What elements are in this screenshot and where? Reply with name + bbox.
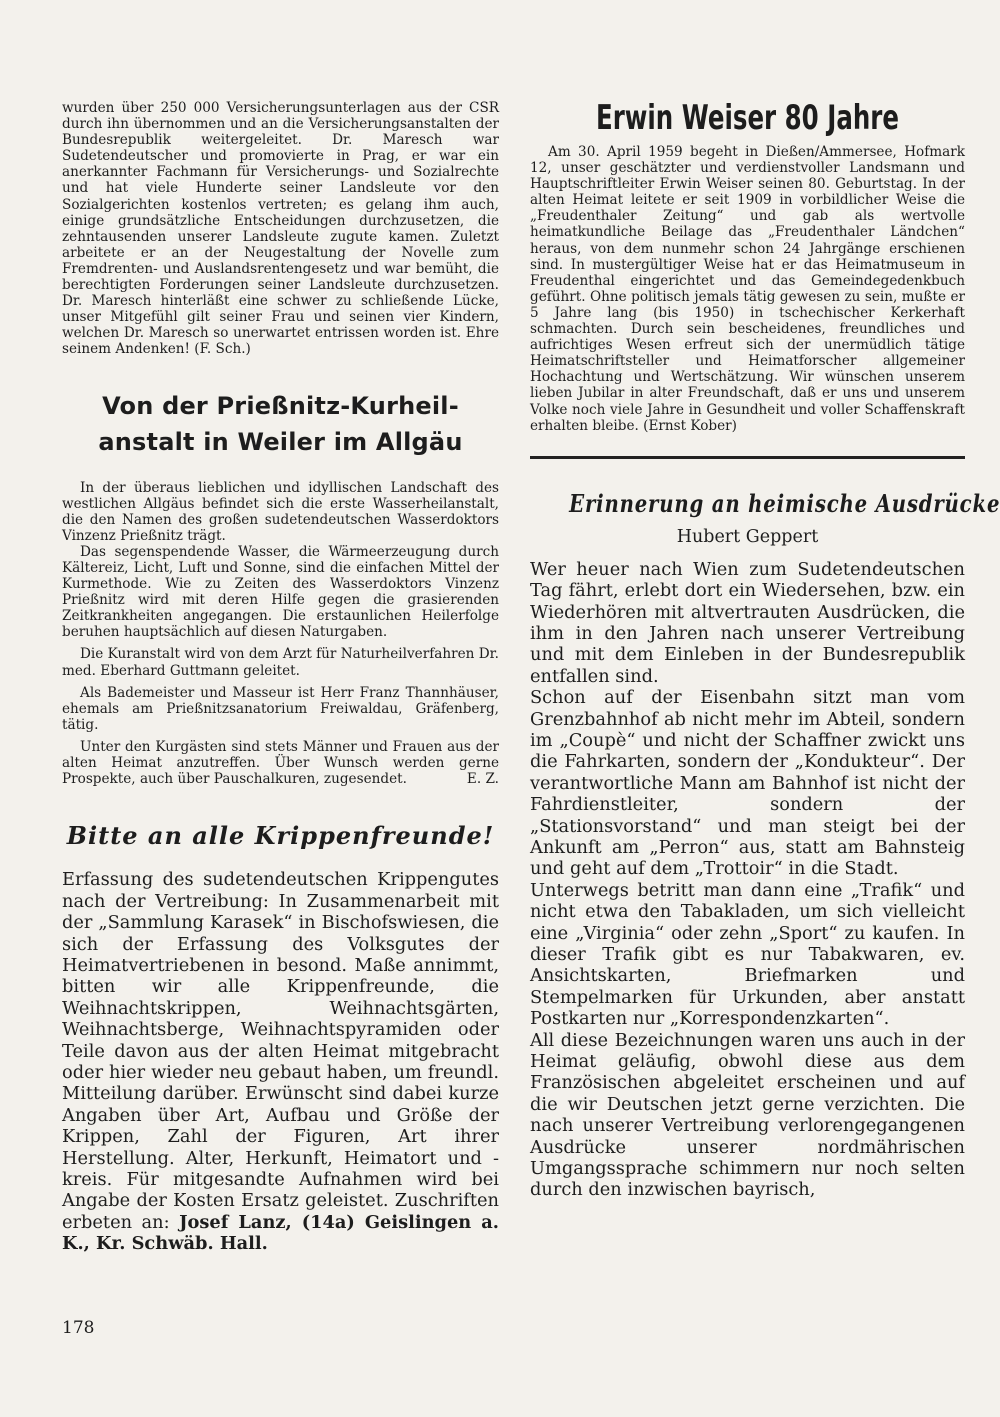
krippen-title: Bitte an alle Krippenfreunde!	[66, 821, 495, 851]
priessnitz-title-line1: Von der Prießnitz-Kurheil-	[102, 391, 459, 420]
priessnitz-paragraph: Unter den Kurgästen sind stets Männer und Frauen aus der alten Heimat anzutreffen. Über Wunsch werden gerne Prospekte, auch über Pauschalkuren, zugesendet.	[62, 738, 499, 788]
weiser-article	[530, 96, 965, 434]
weiser-title: Erwin Weiser 80 Jahre	[596, 98, 899, 138]
priessnitz-paragraph: In der überaus lieblichen und idyllischen Landschaft des westlichen Allgäus befindet sich die erste Wasserheilanstalt, die den Namen des großen sudetendeutschen Wasserdoktors Vinzenz Prießnitz trägt.	[62, 479, 499, 544]
maresch-obituary-text: wurden über 250 000 Versicherungsunterlagen aus der CSR durch ihn übernommen und an die Versicherungsanstalten der Bundesrepublik weitergeleitet. Dr. Maresch war Sudetendeutscher und promovierte in Prag, er war ein anerkannter Fachmann für Versicherungs- und Sozialrechte und hat viele Hunderte seiner Landsleute vor den Sozialgerichten kostenlos vertreten; es gelang ihm auch, einige grundsätzliche Entscheidungen durchzusetzen, die zehntausenden unserer Landsleute zugute kamen. Zuletzt arbeitete er an der Neugestaltung der Novelle zum Fremdrenten- und Auslandsrentengesetz und war bemüht, die berechtigten Forderungen seiner Landsleute durchzusetzen. Dr. Maresch hinterläßt eine schwer zu schließende Lücke, unser Mitgefühl gilt seiner Frau und seinen vier Kindern, welchen Dr. Maresch so unerwartet entrissen worden ist. Ehre seinem Andenken! (F. Sch.)	[62, 100, 499, 358]
krippen-body-text: Erfassung des sudetendeutschen Krippengutes nach der Vertreibung: In Zusammenarbeit mit der „Sammlung Karasek“ in Bischofswiesen, die sich der Erfassung des Volksgutes der Heimatvertriebenen in besond. Maße annimmt, bitten wir alle Krippenfreunde, die Weihnachtskrippen, Weihnachtsgärten, Weihnachtsberge, Weihnachtspyramiden oder Teile davon aus der alten Heimat mitgebracht oder hier wieder neu gebaut haben, um freundl. Mitteilung darüber. Erwünscht sind dabei kurze Angaben über Art, Aufbau und Größe der Krippen, Zahl der Figuren, Art ihrer Herstellung. Alter, Herkunft, Heimatort und -kreis. Für mitgesandte Aufnahmen wird bei Angabe der Kosten Ersatz geleistet. Zuschriften erbeten an:	[62, 869, 499, 1233]
ausdruecke-article	[530, 488, 1000, 1201]
left-column	[62, 100, 499, 1255]
page-number: 178	[62, 1318, 95, 1338]
ausdruecke-title: Erinnerung an heimische Ausdrücke	[569, 488, 1000, 518]
ausdruecke-author: Hubert Geppert	[676, 526, 819, 547]
weiser-body: Am 30. April 1959 begeht in Dießen/Ammersee, Hofmark 12, unser geschätzter und verdienstvoller Landsmann und Hauptschriftleiter Erwin Weiser seinen 80. Geburtstag. In der alten Heimat leitete er seit 1909 in vorbildlicher Weise die „Freudenthaler Zeitung“ und gab als wertvolle heimatkundliche Beilage das „Freudenthaler Ländchen“ heraus, von dem nunmehr schon 24 Jahrgänge erschienen sind. In mustergültiger Weise hat er das Heimatmuseum in Freudenthal eingerichtet und das Gemeindegedenkbuch geführt. Ohne politisch jemals tätig gewesen zu sein, mußte er 5 Jahre lang (bis 1950) in tschechischer Kerkerhaft schmachten. Durch sein bescheidenes, freundliches und aufrichtiges Wesen erfreut sich der unermüdlich tätige Heimatschriftsteller und Heimatforscher allgemeiner Hochachtung und Wertschätzung. Wir wünschen unserem lieben Jubilar in alter Freundschaft, daß er uns und unserem Volke noch viele Jahre in Gesundheit und voller Schaffenskraft erhalten bleibe. (Ernst Kober)	[530, 144, 965, 434]
ausdruecke-paragraph: All diese Bezeichnungen waren uns auch in der Heimat geläufig, obwohl diese aus dem Französischen abgeleitet erscheinen und auf die wir Deutschen jetzt gerne verzichten. Die nach unserer Vertreibung verlorengegangenen Ausdrücke unserer nordmährischen Umgangssprache schimmern nur noch selten durch den inzwischen bayrisch,	[530, 1029, 965, 1201]
ausdruecke-paragraph: Wer heuer nach Wien zum Sudetendeutschen Tag fährt, erlebt dort ein Wiedersehen, bzw. ein Wiederhören mit altvertrauten Ausdrücken, die ihm in den Jahren nach unserer Vertreibung und mit dem Einleben in der Bundesrepublik entfallen sind.	[530, 558, 965, 687]
priessnitz-signature: E. Z.	[466, 771, 499, 788]
krippen-body	[62, 869, 499, 1254]
priessnitz-paragraph: Das segenspendende Wasser, die Wärmeerzeugung durch Kältereiz, Licht, Luft und Sonne, sind die einfachen Mittel der Kurmethode. Wie zu Zeiten des Wasserdoktors Vinzenz Prießnitz wird mit deren Hilfe gegen die grasierenden Zeitkrankheiten angegangen. Die erstaunlichen Heilerfolge beruhen hauptsächlich auf diesen Naturgaben.	[62, 543, 499, 641]
krippen-article	[62, 821, 499, 1254]
priessnitz-title	[62, 388, 499, 460]
priessnitz-article	[62, 388, 499, 788]
right-column	[530, 96, 1000, 1201]
ausdruecke-paragraph: Unterwegs betritt man dann eine „Trafik“ und nicht etwa den Tabakladen, um sich vielleicht eine „Virginia“ oder zehn „Sport“ zu kaufen. In dieser Trafik gibt es nur Tabakwaren, ev. Ansichtskarten, Briefmarken und Stempelmarken für Urkunden, aber anstatt Postkarten nur „Korrespondenzkarten“.	[530, 879, 965, 1030]
ausdruecke-paragraph: Schon auf der Eisenbahn sitzt man vom Grenzbahnhof ab nicht mehr im Abteil, sondern im „Coupè“ und nicht der Schaffner zwickt uns die Fahrkarten, sondern der „Kondukteur“. Der verantwortliche Mann am Bahnhof ist nicht der Fahrdienstleiter, sondern der „Stationsvorstand“ und man steigt bei der Ankunft am „Perron“ aus, statt am Bahnsteig und geht auf dem „Trottoir“ in die Stadt.	[530, 687, 965, 880]
priessnitz-title-line2: anstalt in Weiler im Allgäu	[98, 427, 463, 456]
priessnitz-paragraph: Die Kuranstalt wird von dem Arzt für Naturheilverfahren Dr. med. Eberhard Guttmann geleitet.	[62, 646, 499, 679]
krippen-address: Josef Lanz, (14a) Geislingen a. K., Kr. Schwäb. Hall.	[62, 1211, 499, 1255]
priessnitz-paragraph: Als Bademeister und Masseur ist Herr Franz Thannhäuser, ehemals am Prießnitzsanatorium Freiwaldau, Gräfenberg, tätig.	[62, 684, 499, 733]
